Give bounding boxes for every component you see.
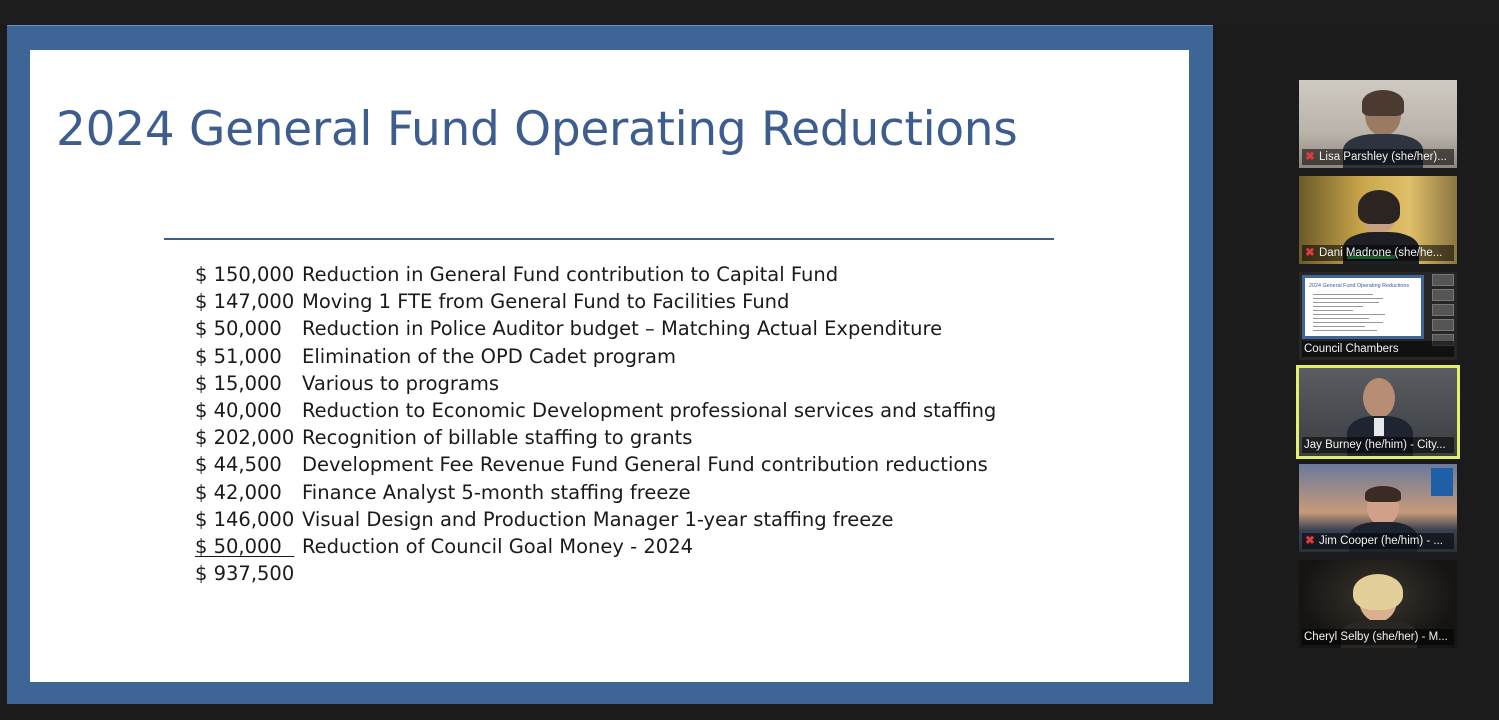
item-amount: $ 44,500 [195,453,282,477]
participant-tile[interactable] [1299,176,1457,264]
title-divider [164,238,1054,240]
item-amount: $ 147,000 [195,290,295,314]
item-description: Reduction to Economic Development professional services and staffing [302,398,997,422]
item-amount: $ 150,000 [195,263,295,286]
participant-name: Lisa Parshley (she/her)... [1319,151,1447,163]
slide-title: 2024 General Fund Operating Reductions [56,102,1018,157]
item-amount: $ 146,000 [195,507,295,531]
item-description: Development Fee Revenue Fund General Fund contribution reductions [302,453,988,477]
mic-muted-icon: ✖ [1305,535,1315,547]
mic-muted-icon: ✖ [1305,247,1315,259]
mini-slide-title: 2024 General Fund Operating Reductions [1309,283,1410,289]
item-amount: $ 15,000 [195,371,282,395]
mic-muted-icon: ✖ [1305,151,1315,163]
participant-tile[interactable] [1299,272,1457,360]
item-description: Visual Design and Production Manager 1-year staffing freeze [302,507,894,531]
participant-tile[interactable] [1299,464,1457,552]
slide [30,50,1189,682]
participant-name: Jim Cooper (he/him) - ... [1319,535,1443,547]
item-amount: $ 40,000 [195,398,282,422]
item-amount: $ 51,000 [195,344,282,368]
item-description: Reduction in General Fund contribution to Capital Fund [302,263,839,286]
screen-share [7,25,1213,704]
item-amount: $ 50,000 [195,534,282,558]
participant-name: Jay Burney (he/him) - City... [1304,439,1446,451]
item-description: Reduction in Police Auditor budget – Matching Actual Expenditure [302,317,943,341]
item-description: Elimination of the OPD Cadet program [302,344,676,368]
item-description: Moving 1 FTE from General Fund to Facilities Fund [302,290,790,314]
top-bar [0,0,1499,24]
participant-tile[interactable] [1299,560,1457,648]
item-amount: $ 42,000 [195,480,282,504]
participant-name: Council Chambers [1304,343,1399,355]
participant-tile-active-speaker[interactable] [1299,368,1457,456]
item-description: Reduction of Council Goal Money - 2024 [302,534,694,558]
item-amount: $ 202,000 [195,426,295,450]
participant-name: Dani Madrone (she/he... [1319,247,1443,259]
participant-tile[interactable] [1299,80,1457,168]
item-description: Recognition of billable staffing to grants [302,426,693,450]
participant-name: Cheryl Selby (she/her) - M... [1304,631,1448,643]
item-description: Various to programs [302,371,500,395]
total-amount: $ 937,500 [195,562,295,586]
item-amount: $ 50,000 [195,317,282,341]
item-description: Finance Analyst 5-month staffing freeze [302,480,691,504]
